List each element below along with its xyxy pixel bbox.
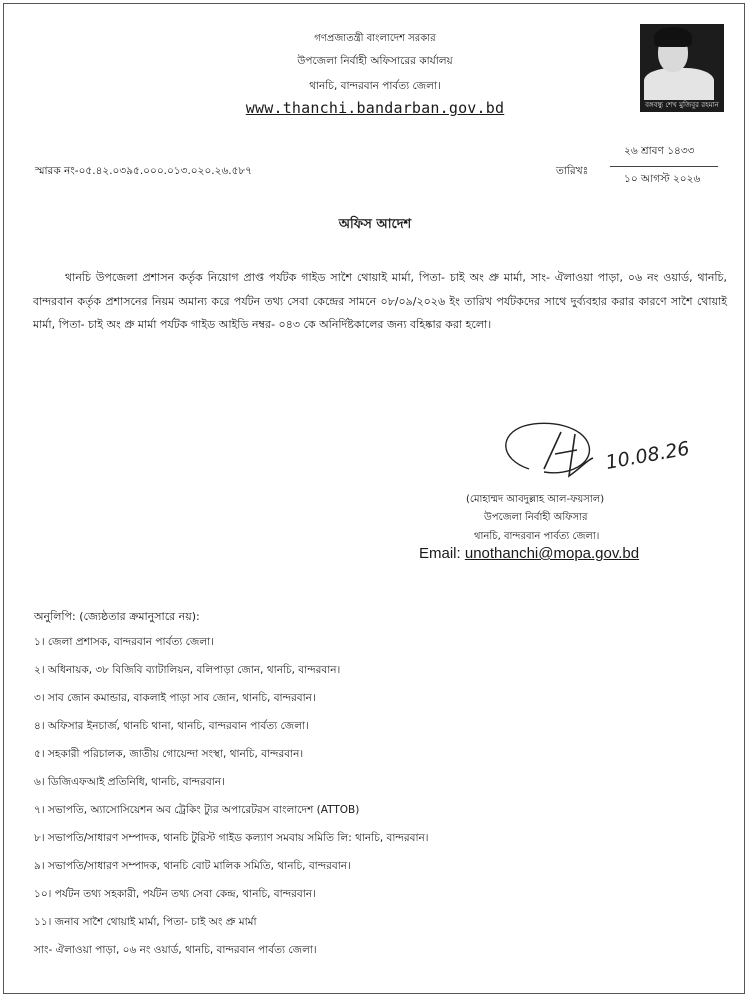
copy-item: ৭। সভাপতি, অ্যাসোসিয়েশন অব ট্রেকিং ট্যুর অপারেটরস বাংলাদেশ (ATTOB): [34, 804, 360, 816]
copy-item: ৩। সাব জোন কমান্ডার, বাকলাই পাড়া সাব জোন, থানচি, বান্দরবান।: [34, 692, 316, 704]
website-link[interactable]: [4, 99, 746, 117]
date-english: ১০ আগস্ট ২০২৬: [624, 173, 701, 185]
copy-heading: অনুলিপি: (জ্যেষ্ঠতার ক্রমানুসারে নয়):: [34, 610, 200, 623]
copy-item: ৮। সভাপতি/সাধারণ সম্পাদক, থানচি টুরিস্ট গাইড কল্যাণ সমবায় সমিতি লি: থানচি, বান্দরবান।: [34, 832, 429, 844]
signatory-designation: উপজেলা নির্বাহী অফিসার: [484, 512, 588, 523]
copy-list: [34, 632, 724, 968]
date-bangla: ২৬ শ্রাবণ ১৪৩৩: [624, 145, 695, 157]
copy-item: সাং- ঐলাওয়া পাড়া, ০৬ নং ওয়ার্ড, থানচি, বান্দরবান পার্বত্য জেলা।: [34, 944, 317, 956]
copy-item: ১। জেলা প্রশাসক, বান্দরবান পার্বত্য জেলা।: [34, 636, 214, 648]
portrait-photo: [640, 24, 724, 112]
email-link[interactable]: unothanchi@mopa.gov.bd: [464, 545, 640, 562]
website-text: www.thanchi.bandarban.gov.bd: [245, 99, 505, 117]
email-label: Email:: [419, 545, 461, 562]
handwritten-signature: [489, 414, 719, 494]
office-title: উপজেলা নির্বাহী অফিসারের কার্যালয়: [297, 55, 453, 67]
copy-item: ১০। পর্যটন তথ্য সহকারী, পর্যটন তথ্য সেবা কেন্দ্র, থানচি, বান্দরবান।: [34, 888, 316, 900]
portrait-caption: বঙ্গবন্ধু শেখ মুজিবুর রহমান: [645, 101, 719, 109]
office-location: থানচি, বান্দরবান পার্বত্য জেলা।: [309, 80, 441, 92]
order-body-text: থানচি উপজেলা প্রশাসন কর্তৃক নিয়োগ প্রাপ্ত পর্যটক গাইড সাশৈ থোয়াই মার্মা, পিতা- চাই অং প্রু মার্মা, সাং- ঐলাওয়া পাড়া, ০৬ নং ওয়ার্ড, থানচি, বান্দরবান কর্তৃক প্রশাসনের নিয়ম অমান্য করে পর্যটন তথ্য সেবা কেন্দ্রের সামনে ০৮/০৯/২০২৬ ইং তারিখ পর্যটকদের সাথে দুর্ব্যবহার করার কারণে সাশৈ থোয়াই মার্মা, পিতা- চাই অং প্রু মার্মা পর্যটক গাইড আইডি নম্বর- ০৪৩ কে অনির্দিষ্টকালের জন্য বহিষ্কার করা হলো।: [33, 271, 727, 331]
date-label: তারিখঃ: [556, 165, 589, 177]
signatory-name: (মোহাম্মদ আবদুল্লাহ আল-ফয়সাল): [466, 494, 605, 505]
copy-item: ১১। জনাব সাশৈ থোয়াই মার্মা, পিতা- চাই অং প্রু মার্মা: [34, 916, 257, 928]
document-subject: অফিস আদেশ: [338, 217, 412, 232]
order-body: [33, 266, 727, 337]
copy-item: ৯। সভাপতি/সাধারণ সম্পাদক, থানচি বোট মালিক সমিতি, থানচি, বান্দরবান।: [34, 860, 351, 872]
copy-item: ৫। সহকারী পরিচালক, জাতীয় গোয়েন্দা সংস্থা, থানচি, বান্দরবান।: [34, 748, 304, 760]
copy-item: ২। অধিনায়ক, ৩৮ বিজিবি ব্যাটালিয়ন, বলিপাড়া জোন, থানচি, বান্দরবান।: [34, 664, 341, 676]
date-divider: [610, 166, 718, 167]
government-title: গণপ্রজাতন্ত্রী বাংলাদেশ সরকার: [314, 33, 436, 44]
memo-number: স্মারক নং-০৫.৪২.০৩৯৫.০০০.০১৩.০২০.২৬.৫৮৭: [35, 165, 253, 177]
signatory-place: থানচি, বান্দরবান পার্বত্য জেলা।: [474, 531, 600, 542]
email-line: [419, 545, 639, 562]
copy-item: ৬। ডিজিএফআই প্রতিনিধি, থানচি, বান্দরবান।: [34, 776, 225, 788]
signature-date: 10.08.26: [604, 437, 692, 474]
copy-item: ৪। অফিসার ইনচার্জ, থানচি থানা, থানচি, বান্দরবান পার্বত্য জেলা।: [34, 720, 309, 732]
office-order-document: [3, 3, 745, 994]
